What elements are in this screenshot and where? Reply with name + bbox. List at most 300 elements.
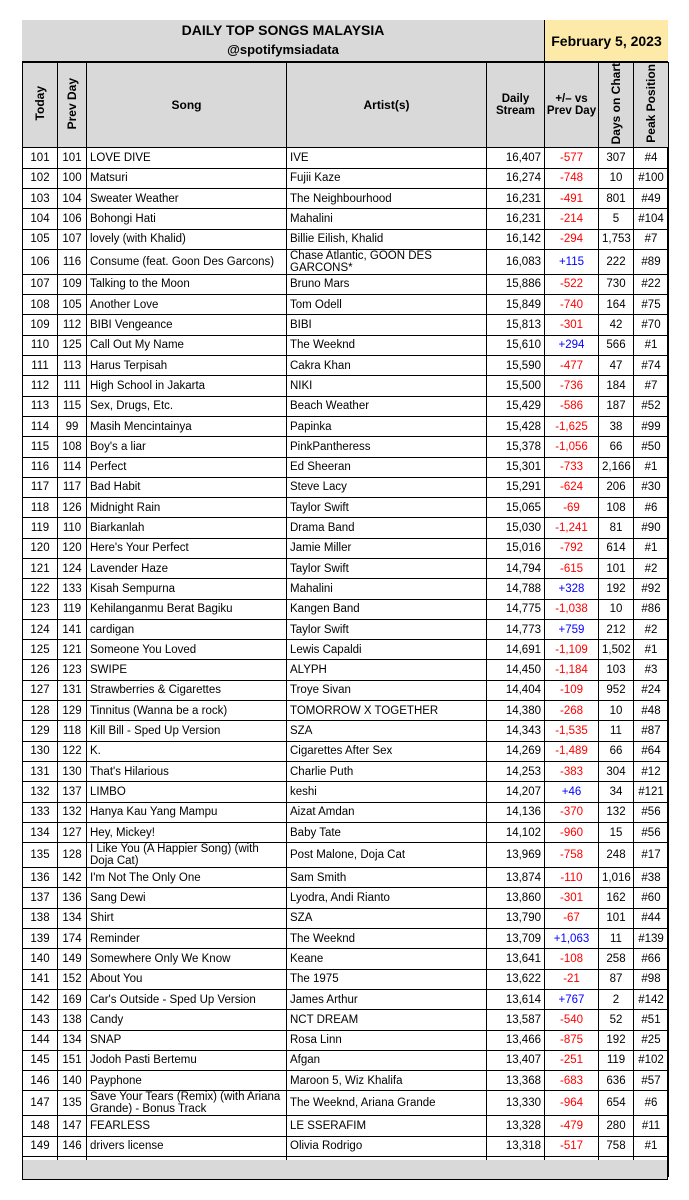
artist-cell: The Weeknd: [287, 929, 487, 949]
artist-cell: Cigarettes After Sex: [287, 741, 487, 761]
chart-title: DAILY TOP SONGS MALAYSIA: [181, 22, 385, 38]
artist-cell: Bruno Mars: [287, 274, 487, 294]
col-days-on-chart-header: Days on Chart: [599, 63, 634, 148]
days-on-chart-cell: 66: [599, 741, 634, 761]
change-cell: -251: [545, 1050, 599, 1070]
artist-cell: Ed Sheeran: [287, 457, 487, 477]
rank-prev-day-cell: 111: [58, 376, 87, 396]
rank-prev-day-cell: 131: [58, 680, 87, 700]
rank-prev-day-cell: 107: [58, 229, 87, 249]
artist-cell: Drama Band: [287, 518, 487, 538]
days-on-chart-cell: 614: [599, 538, 634, 558]
title-block: [22, 20, 545, 62]
daily-stream-cell: 14,788: [487, 579, 545, 599]
rank-today-cell: 119: [23, 518, 58, 538]
change-cell: -586: [545, 396, 599, 416]
artist-cell: SZA: [287, 721, 487, 741]
days-on-chart-cell: 222: [599, 249, 634, 274]
peak-position-cell: #75: [634, 295, 669, 315]
song-cell: Masih Mencintainya: [87, 416, 287, 436]
artist-cell: Olivia Rodrigo: [287, 1136, 487, 1156]
peak-position-cell: #1: [634, 640, 669, 660]
table-row: [23, 315, 669, 335]
song-cell: Strawberries & Cigarettes: [87, 680, 287, 700]
rank-today-cell: 108: [23, 295, 58, 315]
table-row: [23, 559, 669, 579]
peak-position-cell: #6: [634, 1091, 669, 1116]
daily-stream-cell: 14,102: [487, 822, 545, 842]
change-cell: -383: [545, 761, 599, 781]
peak-position-cell: #7: [634, 229, 669, 249]
song-cell: Hanya Kau Yang Mampu: [87, 802, 287, 822]
change-cell: -517: [545, 1136, 599, 1156]
rank-today-cell: 110: [23, 335, 58, 355]
rank-prev-day-cell: 127: [58, 822, 87, 842]
daily-stream-cell: 13,860: [487, 888, 545, 908]
table-row: [23, 843, 669, 868]
song-cell: drivers license: [87, 1136, 287, 1156]
daily-stream-cell: 14,773: [487, 619, 545, 639]
artist-cell: Steve Lacy: [287, 477, 487, 497]
days-on-chart-cell: 187: [599, 396, 634, 416]
table-row: [23, 229, 669, 249]
days-on-chart-cell: 11: [599, 929, 634, 949]
peak-position-cell: #24: [634, 680, 669, 700]
peak-position-cell: #121: [634, 782, 669, 802]
col-song-header: Song: [87, 63, 287, 148]
rank-today-cell: 134: [23, 822, 58, 842]
daily-stream-cell: 15,886: [487, 274, 545, 294]
rank-today-cell: 138: [23, 908, 58, 928]
rank-today-cell: 132: [23, 782, 58, 802]
daily-stream-cell: 15,590: [487, 356, 545, 376]
table-row: [23, 802, 669, 822]
peak-position-cell: #48: [634, 701, 669, 721]
rank-prev-day-cell: 117: [58, 477, 87, 497]
song-cell: BIBI Vengeance: [87, 315, 287, 335]
table-row: [23, 518, 669, 538]
rank-today-cell: 124: [23, 619, 58, 639]
daily-stream-cell: 13,874: [487, 868, 545, 888]
change-cell: -21: [545, 969, 599, 989]
rank-prev-day-cell: 132: [58, 802, 87, 822]
rank-today-cell: 106: [23, 249, 58, 274]
days-on-chart-cell: 42: [599, 315, 634, 335]
change-cell: -1,109: [545, 640, 599, 660]
table-body: [23, 148, 669, 1177]
artist-cell: Lewis Capaldi: [287, 640, 487, 660]
song-cell: I Like You (A Happier Song) (with Doja Cat): [87, 843, 287, 868]
rank-today-cell: 148: [23, 1116, 58, 1136]
peak-position-cell: #4: [634, 148, 669, 168]
daily-stream-cell: 14,253: [487, 761, 545, 781]
change-cell: -1,184: [545, 660, 599, 680]
rank-today-cell: 137: [23, 888, 58, 908]
song-cell: lovely (with Khalid): [87, 229, 287, 249]
days-on-chart-cell: 192: [599, 1030, 634, 1050]
peak-position-cell: #57: [634, 1071, 669, 1091]
peak-position-cell: #90: [634, 518, 669, 538]
table-row: [23, 209, 669, 229]
rank-today-cell: 123: [23, 599, 58, 619]
peak-position-cell: #102: [634, 1050, 669, 1070]
rank-prev-day-cell: 130: [58, 761, 87, 781]
change-cell: -268: [545, 701, 599, 721]
rank-prev-day-cell: 116: [58, 249, 87, 274]
peak-position-cell: #56: [634, 802, 669, 822]
daily-stream-cell: 16,083: [487, 249, 545, 274]
rank-today-cell: 105: [23, 229, 58, 249]
daily-stream-cell: 16,231: [487, 188, 545, 208]
table-row: [23, 782, 669, 802]
rank-today-cell: 122: [23, 579, 58, 599]
rank-prev-day-cell: 99: [58, 416, 87, 436]
rank-today-cell: 116: [23, 457, 58, 477]
rank-prev-day-cell: 115: [58, 396, 87, 416]
rank-today-cell: 131: [23, 761, 58, 781]
table-row: [23, 249, 669, 274]
table-row: [23, 822, 669, 842]
days-on-chart-cell: 2: [599, 989, 634, 1009]
rank-prev-day-cell: 120: [58, 538, 87, 558]
artist-cell: PinkPantheress: [287, 437, 487, 457]
peak-position-cell: #104: [634, 209, 669, 229]
rank-today-cell: 102: [23, 168, 58, 188]
rank-today-cell: 113: [23, 396, 58, 416]
rank-today-cell: 114: [23, 416, 58, 436]
peak-position-cell: #66: [634, 949, 669, 969]
table-row: [23, 538, 669, 558]
rank-today-cell: 136: [23, 868, 58, 888]
days-on-chart-cell: 1,016: [599, 868, 634, 888]
change-cell: -615: [545, 559, 599, 579]
col-today-header: Today: [23, 63, 58, 148]
song-cell: High School in Jakarta: [87, 376, 287, 396]
rank-prev-day-cell: 136: [58, 888, 87, 908]
peak-position-cell: #74: [634, 356, 669, 376]
daily-stream-cell: 13,318: [487, 1136, 545, 1156]
days-on-chart-cell: 184: [599, 376, 634, 396]
rank-today-cell: 145: [23, 1050, 58, 1070]
table-row: [23, 1071, 669, 1091]
song-cell: Shirt: [87, 908, 287, 928]
peak-position-cell: #60: [634, 888, 669, 908]
artist-cell: Troye Sivan: [287, 680, 487, 700]
peak-position-cell: #70: [634, 315, 669, 335]
change-cell: -624: [545, 477, 599, 497]
rank-today-cell: 141: [23, 969, 58, 989]
rank-today-cell: 121: [23, 559, 58, 579]
change-cell: +294: [545, 335, 599, 355]
rank-prev-day-cell: 137: [58, 782, 87, 802]
table-row: [23, 1010, 669, 1030]
daily-stream-cell: 13,466: [487, 1030, 545, 1050]
days-on-chart-cell: 11: [599, 721, 634, 741]
rank-prev-day-cell: 133: [58, 579, 87, 599]
rank-prev-day-cell: 110: [58, 518, 87, 538]
rank-prev-day-cell: 129: [58, 701, 87, 721]
table-row: [23, 969, 669, 989]
peak-position-cell: #17: [634, 843, 669, 868]
artist-cell: Fujii Kaze: [287, 168, 487, 188]
song-cell: Candy: [87, 1010, 287, 1030]
days-on-chart-cell: 108: [599, 498, 634, 518]
table-row: [23, 1116, 669, 1136]
change-cell: -1,535: [545, 721, 599, 741]
change-cell: -875: [545, 1030, 599, 1050]
song-cell: cardigan: [87, 619, 287, 639]
song-cell: Lavender Haze: [87, 559, 287, 579]
change-cell: -758: [545, 843, 599, 868]
daily-stream-cell: 15,610: [487, 335, 545, 355]
artist-cell: Jamie Miller: [287, 538, 487, 558]
change-cell: -522: [545, 274, 599, 294]
change-cell: -1,489: [545, 741, 599, 761]
chart-footer: [22, 1160, 668, 1180]
rank-today-cell: 103: [23, 188, 58, 208]
rank-prev-day-cell: 114: [58, 457, 87, 477]
peak-position-cell: #50: [634, 437, 669, 457]
rank-prev-day-cell: 124: [58, 559, 87, 579]
peak-position-cell: #38: [634, 868, 669, 888]
song-cell: Sang Dewi: [87, 888, 287, 908]
rank-prev-day-cell: 128: [58, 843, 87, 868]
song-cell: Here's Your Perfect: [87, 538, 287, 558]
peak-position-cell: #49: [634, 188, 669, 208]
table-row: [23, 640, 669, 660]
table-row: [23, 416, 669, 436]
rank-today-cell: 142: [23, 989, 58, 1009]
peak-position-cell: #100: [634, 168, 669, 188]
peak-position-cell: #99: [634, 416, 669, 436]
rank-prev-day-cell: 149: [58, 949, 87, 969]
change-cell: -301: [545, 315, 599, 335]
table-row: [23, 148, 669, 168]
days-on-chart-cell: 66: [599, 437, 634, 457]
song-cell: Hey, Mickey!: [87, 822, 287, 842]
rank-prev-day-cell: 122: [58, 741, 87, 761]
days-on-chart-cell: 81: [599, 518, 634, 538]
change-cell: -491: [545, 188, 599, 208]
peak-position-cell: #89: [634, 249, 669, 274]
rank-prev-day-cell: 151: [58, 1050, 87, 1070]
table-row: [23, 457, 669, 477]
peak-position-cell: #142: [634, 989, 669, 1009]
rank-today-cell: 139: [23, 929, 58, 949]
table-header-row: [23, 63, 669, 148]
days-on-chart-cell: 38: [599, 416, 634, 436]
rank-today-cell: 111: [23, 356, 58, 376]
artist-cell: Cakra Khan: [287, 356, 487, 376]
peak-position-cell: #86: [634, 599, 669, 619]
rank-prev-day-cell: 108: [58, 437, 87, 457]
daily-stream-cell: 16,142: [487, 229, 545, 249]
days-on-chart-cell: 304: [599, 761, 634, 781]
table-row: [23, 437, 669, 457]
daily-stream-cell: 15,301: [487, 457, 545, 477]
rank-today-cell: 126: [23, 660, 58, 680]
change-cell: -1,056: [545, 437, 599, 457]
artist-cell: Aizat Amdan: [287, 802, 487, 822]
table-row: [23, 908, 669, 928]
artist-cell: Beach Weather: [287, 396, 487, 416]
days-on-chart-cell: 758: [599, 1136, 634, 1156]
peak-position-cell: #3: [634, 660, 669, 680]
rank-today-cell: 115: [23, 437, 58, 457]
daily-stream-cell: 16,274: [487, 168, 545, 188]
artist-cell: Billie Eilish, Khalid: [287, 229, 487, 249]
artist-cell: Afgan: [287, 1050, 487, 1070]
daily-stream-cell: 15,428: [487, 416, 545, 436]
peak-position-cell: #22: [634, 274, 669, 294]
artist-cell: Charlie Puth: [287, 761, 487, 781]
song-cell: FEARLESS: [87, 1116, 287, 1136]
song-cell: Someone You Loved: [87, 640, 287, 660]
peak-position-cell: #1: [634, 457, 669, 477]
table-row: [23, 989, 669, 1009]
artist-cell: Sam Smith: [287, 868, 487, 888]
table-row: [23, 1030, 669, 1050]
chart-handle: @spotifymsiadata: [227, 42, 339, 57]
song-cell: Consume (feat. Goon Des Garcons): [87, 249, 287, 274]
song-cell: Sex, Drugs, Etc.: [87, 396, 287, 416]
rank-today-cell: 135: [23, 843, 58, 868]
table-row: [23, 888, 669, 908]
peak-position-cell: #139: [634, 929, 669, 949]
table-row: [23, 680, 669, 700]
days-on-chart-cell: 15: [599, 822, 634, 842]
days-on-chart-cell: 162: [599, 888, 634, 908]
song-cell: Reminder: [87, 929, 287, 949]
daily-stream-cell: 16,231: [487, 209, 545, 229]
peak-position-cell: #11: [634, 1116, 669, 1136]
daily-stream-cell: 13,622: [487, 969, 545, 989]
peak-position-cell: #64: [634, 741, 669, 761]
song-cell: LOVE DIVE: [87, 148, 287, 168]
days-on-chart-cell: 132: [599, 802, 634, 822]
rank-today-cell: 127: [23, 680, 58, 700]
days-on-chart-cell: 206: [599, 477, 634, 497]
peak-position-cell: #12: [634, 761, 669, 781]
rank-prev-day-cell: 109: [58, 274, 87, 294]
change-cell: -294: [545, 229, 599, 249]
daily-stream-cell: 15,016: [487, 538, 545, 558]
change-cell: -370: [545, 802, 599, 822]
song-cell: I'm Not The Only One: [87, 868, 287, 888]
artist-cell: NIKI: [287, 376, 487, 396]
daily-stream-cell: 15,813: [487, 315, 545, 335]
peak-position-cell: #1: [634, 538, 669, 558]
days-on-chart-cell: 52: [599, 1010, 634, 1030]
chart-date: February 5, 2023: [545, 20, 668, 62]
daily-stream-cell: 13,330: [487, 1091, 545, 1116]
songs-table: [22, 62, 669, 1177]
change-cell: -109: [545, 680, 599, 700]
rank-today-cell: 120: [23, 538, 58, 558]
daily-stream-cell: 15,500: [487, 376, 545, 396]
rank-prev-day-cell: 105: [58, 295, 87, 315]
rank-today-cell: 107: [23, 274, 58, 294]
col-prev-day-header: Prev Day: [58, 63, 87, 148]
table-row: [23, 188, 669, 208]
rank-today-cell: 146: [23, 1071, 58, 1091]
change-cell: -792: [545, 538, 599, 558]
rank-prev-day-cell: 119: [58, 599, 87, 619]
artist-cell: Post Malone, Doja Cat: [287, 843, 487, 868]
days-on-chart-cell: 801: [599, 188, 634, 208]
song-cell: About You: [87, 969, 287, 989]
song-cell: Payphone: [87, 1071, 287, 1091]
col-change-header: +/– vs Prev Day: [545, 63, 599, 148]
change-cell: -740: [545, 295, 599, 315]
artist-cell: Taylor Swift: [287, 498, 487, 518]
rank-prev-day-cell: 152: [58, 969, 87, 989]
days-on-chart-cell: 103: [599, 660, 634, 680]
table-row: [23, 168, 669, 188]
peak-position-cell: #56: [634, 822, 669, 842]
peak-position-cell: #7: [634, 376, 669, 396]
rank-today-cell: 144: [23, 1030, 58, 1050]
change-cell: +759: [545, 619, 599, 639]
daily-stream-cell: 13,328: [487, 1116, 545, 1136]
table-row: [23, 356, 669, 376]
change-cell: -214: [545, 209, 599, 229]
peak-position-cell: #30: [634, 477, 669, 497]
rank-today-cell: 140: [23, 949, 58, 969]
song-cell: Biarkanlah: [87, 518, 287, 538]
table-row: [23, 295, 669, 315]
peak-position-cell: #87: [634, 721, 669, 741]
song-cell: Sweater Weather: [87, 188, 287, 208]
days-on-chart-cell: 212: [599, 619, 634, 639]
artist-cell: keshi: [287, 782, 487, 802]
artist-cell: Taylor Swift: [287, 619, 487, 639]
artist-cell: Keane: [287, 949, 487, 969]
rank-prev-day-cell: 134: [58, 1030, 87, 1050]
days-on-chart-cell: 34: [599, 782, 634, 802]
song-cell: Midnight Rain: [87, 498, 287, 518]
days-on-chart-cell: 730: [599, 274, 634, 294]
days-on-chart-cell: 5: [599, 209, 634, 229]
change-cell: -108: [545, 949, 599, 969]
days-on-chart-cell: 10: [599, 168, 634, 188]
peak-position-cell: #2: [634, 619, 669, 639]
daily-stream-cell: 14,794: [487, 559, 545, 579]
change-cell: -1,038: [545, 599, 599, 619]
table-row: [23, 274, 669, 294]
rank-prev-day-cell: 134: [58, 908, 87, 928]
daily-stream-cell: 14,691: [487, 640, 545, 660]
table-row: [23, 1091, 669, 1116]
col-artists-header: Artist(s): [287, 63, 487, 148]
rank-today-cell: 129: [23, 721, 58, 741]
table-row: [23, 1050, 669, 1070]
rank-prev-day-cell: 104: [58, 188, 87, 208]
change-cell: -69: [545, 498, 599, 518]
song-cell: Jodoh Pasti Bertemu: [87, 1050, 287, 1070]
days-on-chart-cell: 192: [599, 579, 634, 599]
artist-cell: Mahalini: [287, 579, 487, 599]
peak-position-cell: #98: [634, 969, 669, 989]
rank-today-cell: 128: [23, 701, 58, 721]
change-cell: +767: [545, 989, 599, 1009]
rank-today-cell: 109: [23, 315, 58, 335]
daily-stream-cell: 14,207: [487, 782, 545, 802]
daily-stream-cell: 13,969: [487, 843, 545, 868]
artist-cell: Kangen Band: [287, 599, 487, 619]
daily-stream-cell: 13,790: [487, 908, 545, 928]
song-cell: Perfect: [87, 457, 287, 477]
